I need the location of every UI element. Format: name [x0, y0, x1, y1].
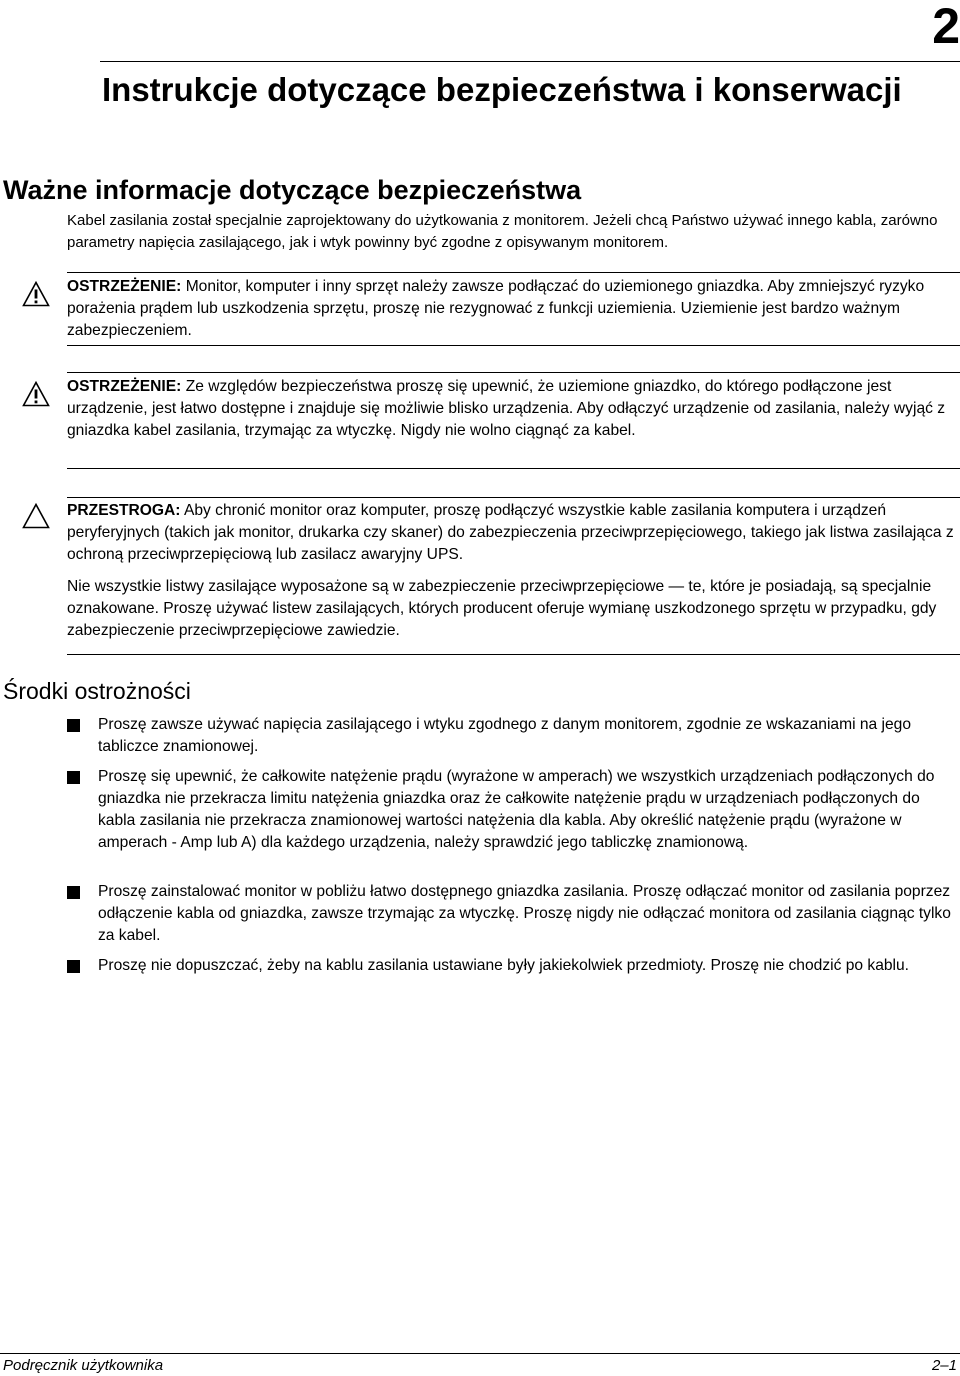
- list-item: Proszę zainstalować monitor w pobliżu łatwo dostępnego gniazdka zasilania. Proszę odłączać monitor od zasilania poprzez odłączenie kabla od gniazdka, zawsze trzymając za wtyczkę. Proszę nigdy nie odłączać monitora od zasilania ciągnąc tylko za kabel.: [98, 883, 951, 944]
- bullet-square-icon: [67, 960, 80, 973]
- bullet-square-icon: [67, 771, 80, 784]
- notice-label: PRZESTROGA:: [67, 502, 181, 519]
- precautions-heading: Środki ostrożności: [3, 678, 191, 704]
- footer-manual-title: Podręcznik użytkownika: [3, 1357, 164, 1374]
- chapter-divider: [100, 61, 960, 62]
- notice-divider: [67, 272, 960, 273]
- notice-label: OSTRZEŻENIE:: [67, 378, 182, 395]
- notice-label: OSTRZEŻENIE:: [67, 278, 182, 295]
- notice-text: Aby chronić monitor oraz komputer, proszę podłączyć wszystkie kable zasilania komputera i urządzeń peryferyjnych (takich jak monitor, drukarka czy skaner) do zabezpieczenia przeciwprzepięciowego, takiego jak listwa zasilająca z ochroną przeciwprzepięciową lub zasilacz awaryjny UPS.: [67, 502, 954, 563]
- chapter-number: 2: [932, 0, 960, 54]
- caution-followup-paragraph: Nie wszystkie listwy zasilające wyposażone są w zabezpieczenie przeciwprzepięciowe — te, które je posiadają, są specjalnie oznakowane. Proszę używać listew zasilających, których producent oferuje wymianę uszkodzonego sprzętu w przypadku, gdy zabezpieczenie przeciwprzepięciowe zawiedzie.: [67, 578, 937, 639]
- footer-page-number: 2–1: [931, 1357, 957, 1374]
- warning-notice: [67, 276, 960, 342]
- caution-triangle-icon: [22, 503, 50, 529]
- safety-intro-paragraph: Kabel zasilania został specjalnie zaprojektowany do użytkowania z monitorem. Jeżeli chcą Państwo używać innego kabla, zarówno parametry napięcia zasilającego, jak i wtyk powinny być zgodne z opisywanym monitorem.: [67, 212, 938, 251]
- notice-divider: [67, 345, 960, 346]
- list-item: Proszę zawsze używać napięcia zasilającego i wtyku zgodnego z danym monitorem, zgodnie ze wskazaniami na jego tabliczce znamionowej.: [98, 716, 912, 755]
- bullet-square-icon: [67, 719, 80, 732]
- warning-exclamation-icon: [22, 381, 50, 407]
- warning-exclamation-icon: [22, 281, 50, 307]
- notice-divider: [67, 654, 960, 655]
- notice-text: Ze względów bezpieczeństwa proszę się upewnić, że uziemione gniazdko, do którego podłączone jest urządzenie, jest łatwo dostępne i znajduje się możliwie blisko urządzenia. Aby odłączyć urządzenie od zasilania, należy wyjąć z gniazdka kabel zasilania, trzymając za wtyczkę. Nigdy nie wolno ciągnąć za kabel.: [67, 378, 946, 439]
- safety-heading: Ważne informacje dotyczące bezpieczeństwa: [3, 175, 582, 205]
- notice-divider: [67, 468, 960, 469]
- bullet-square-icon: [67, 886, 80, 899]
- notice-text: Monitor, komputer i inny sprzęt należy zawsze podłączać do uziemionego gniazdka. Aby zmniejszyć ryzyko porażenia prądem lub uszkodzenia sprzętu, proszę nie rezygnować z funkcji uziemienia. Uziemienie jest bardzo ważnym zabezpieczeniem.: [67, 278, 925, 339]
- list-item: Proszę się upewnić, że całkowite natężenie prądu (wyrażone w amperach) we wszystkich urządzeniach podłączonych do gniazdka nie przekracza limitu natężenia gniazdka oraz że całkowite natężenie prądu w urządzeniach podłączonych do kabla zasilania nie przekracza znamionowej wartości natężenia dla kabla. Aby określić natężenie prądu (wyrażone w amperach - Amp lub A) dla każdego urządzenia, należy sprawdzić jego tabliczkę znamionową.: [98, 768, 935, 851]
- notice-divider: [67, 372, 960, 373]
- chapter-title: Instrukcje dotyczące bezpieczeństwa i konserwacji: [102, 71, 902, 108]
- notice-divider: [67, 497, 960, 498]
- footer-divider: [0, 1353, 960, 1354]
- warning-notice: [67, 376, 960, 442]
- list-item: Proszę nie dopuszczać, żeby na kablu zasilania ustawiane były jakiekolwiek przedmioty. Proszę nie chodzić po kablu.: [98, 957, 910, 974]
- caution-notice: [67, 500, 960, 566]
